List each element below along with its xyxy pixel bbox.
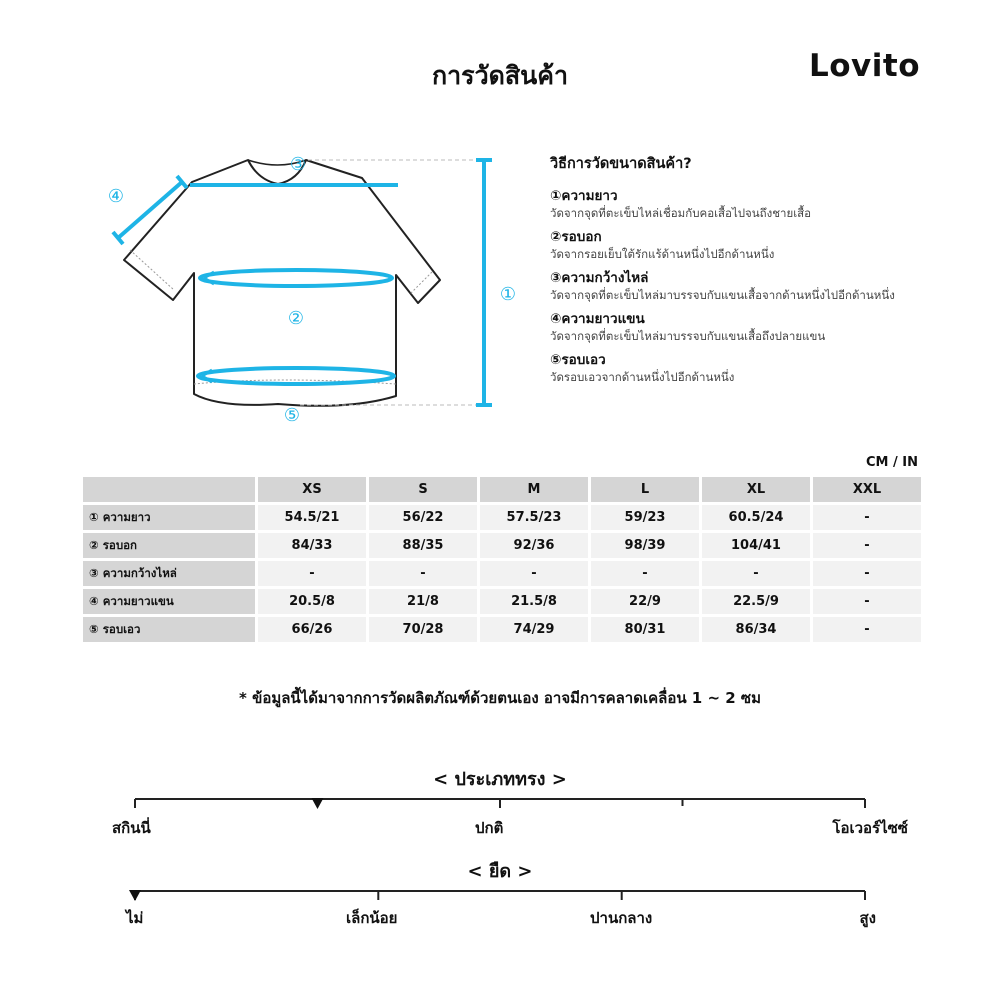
- table-cell: 21.5/8: [480, 589, 588, 614]
- unit-label: CM / IN: [866, 455, 918, 470]
- table-row: [83, 533, 921, 558]
- size-header: XS: [258, 477, 366, 502]
- guide-item-title: ①ความยาว: [550, 188, 618, 204]
- table-cell: 54.5/21: [258, 505, 366, 530]
- marker-shoulder: ③: [289, 154, 307, 175]
- table-cell: 74/29: [480, 617, 588, 642]
- table-cell: -: [702, 561, 810, 586]
- marker-waist: ⑤: [283, 405, 301, 426]
- size-header: M: [480, 477, 588, 502]
- row-label: ④ ความยาวแขน: [83, 589, 255, 614]
- marker-chest: ②: [287, 308, 305, 329]
- measurement-guide: [550, 152, 990, 392]
- guide-item-chest: [550, 228, 990, 263]
- guide-item-desc: วัดจากจุดที่ตะเข็บไหล่เชื่อมกับคอเสื้อไปจนถึงชายเสื้อ: [550, 206, 812, 220]
- stretch-marker: [129, 890, 141, 901]
- table-cell: 104/41: [702, 533, 810, 558]
- fit-label-oversize: โอเวอร์ไซซ์: [832, 819, 908, 837]
- size-header: S: [369, 477, 477, 502]
- marker-length: ①: [499, 284, 517, 305]
- table-cell: 98/39: [591, 533, 699, 558]
- stretch-label-medium: ปานกลาง: [590, 909, 653, 927]
- guide-item-shoulder: [550, 269, 990, 304]
- stretch-label-none: ไม่: [126, 909, 144, 927]
- table-cell: -: [813, 617, 921, 642]
- table-corner-cell: [83, 477, 255, 502]
- guide-item-desc: วัดรอบเอวจากด้านหนึ่งไปอีกด้านหนึ่ง: [550, 370, 735, 384]
- stretch-scale-title: < ยืด >: [467, 861, 533, 882]
- table-cell: -: [813, 561, 921, 586]
- guide-item-title: ③ความกว้างไหล่: [550, 270, 649, 286]
- table-cell: -: [813, 589, 921, 614]
- fit-scale-title: < ประเภททรง >: [433, 769, 567, 790]
- guide-item-sleeve: [550, 310, 990, 345]
- fit-label-skinny: สกินนี่: [112, 819, 151, 837]
- size-chart-table: [80, 474, 924, 645]
- table-cell: 80/31: [591, 617, 699, 642]
- table-row: [83, 589, 921, 614]
- guide-item-title: ⑤รอบเอว: [550, 352, 606, 368]
- table-row: [83, 505, 921, 530]
- size-header: XL: [702, 477, 810, 502]
- stretch-label-slight: เล็กน้อย: [346, 909, 398, 927]
- table-cell: -: [813, 505, 921, 530]
- stretch-label-high: สูง: [859, 909, 876, 927]
- brand-logo: Lovito: [808, 48, 920, 84]
- table-cell: 92/36: [480, 533, 588, 558]
- guide-item-desc: วัดจากรอยเย็บใต้รักแร้ด้านหนึ่งไปอีกด้านหนึ่ง: [550, 247, 775, 261]
- stretch-scale: [120, 882, 880, 912]
- table-cell: -: [480, 561, 588, 586]
- table-cell: 22/9: [591, 589, 699, 614]
- table-cell: 59/23: [591, 505, 699, 530]
- row-label: ① ความยาว: [83, 505, 255, 530]
- table-cell: 66/26: [258, 617, 366, 642]
- table-cell: -: [258, 561, 366, 586]
- guide-item-desc: วัดจากจุดที่ตะเข็บไหล่มาบรรจบกับแขนเสื้อถึงปลายแขน: [550, 329, 826, 343]
- table-cell: 88/35: [369, 533, 477, 558]
- guide-item-title: ②รอบอก: [550, 229, 602, 245]
- table-cell: -: [369, 561, 477, 586]
- table-cell: 84/33: [258, 533, 366, 558]
- table-cell: 20.5/8: [258, 589, 366, 614]
- table-header-row: [83, 477, 921, 502]
- size-header: L: [591, 477, 699, 502]
- table-row: [83, 617, 921, 642]
- table-cell: -: [591, 561, 699, 586]
- marker-sleeve: ④: [107, 186, 125, 207]
- table-cell: 21/8: [369, 589, 477, 614]
- page-title: การวัดสินค้า: [432, 61, 568, 90]
- table-cell: 70/28: [369, 617, 477, 642]
- row-label: ③ ความกว้างไหล่: [83, 561, 255, 586]
- length-measure: [476, 160, 492, 405]
- size-header: XXL: [813, 477, 921, 502]
- table-cell: 56/22: [369, 505, 477, 530]
- row-label: ② รอบอก: [83, 533, 255, 558]
- row-label: ⑤ รอบเอว: [83, 617, 255, 642]
- table-cell: 57.5/23: [480, 505, 588, 530]
- fit-label-regular: ปกติ: [475, 819, 504, 837]
- guide-item-title: ④ความยาวแขน: [550, 311, 645, 327]
- measurement-note: * ข้อมูลนี้ได้มาจากการวัดผลิตภัณฑ์ด้วยตนเอง อาจมีการคลาดเคลื่อน 1 ~ 2 ซม: [239, 689, 761, 707]
- guide-item-waist: [550, 351, 990, 386]
- table-cell: 86/34: [702, 617, 810, 642]
- table-cell: 22.5/9: [702, 589, 810, 614]
- table-row: [83, 561, 921, 586]
- table-cell: 60.5/24: [702, 505, 810, 530]
- tshirt-measurement-diagram: [100, 140, 530, 440]
- guide-heading: วิธีการวัดขนาดสินค้า?: [550, 156, 692, 172]
- guide-item-desc: วัดจากจุดที่ตะเข็บไหล่มาบรรจบกับแขนเสื้อจากด้านหนึ่งไปอีกด้านหนึ่ง: [550, 288, 895, 302]
- table-cell: -: [813, 533, 921, 558]
- guide-item-length: [550, 187, 990, 222]
- fit-marker: [312, 798, 324, 809]
